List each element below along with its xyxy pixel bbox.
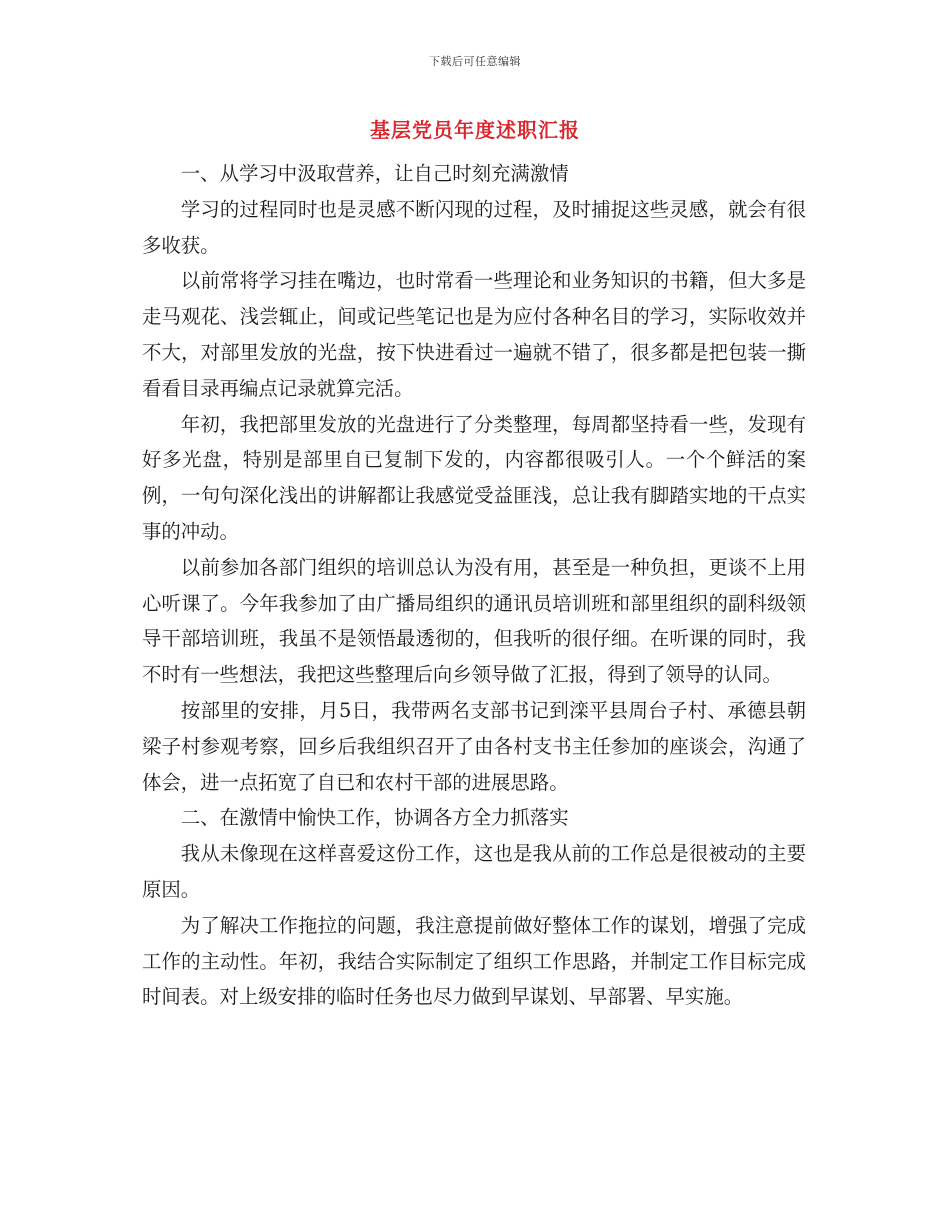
header-note: 下载后可任意编辑 xyxy=(429,55,521,68)
paragraph: 以前参加各部门组织的培训总认为没有用，甚至是一种负担，更谈不上用心听课了。今年我参加了由广播局组织的通讯员培训班和部里组织的副科级领导干部培训班，我虽不是领悟最透彻的，但我听的很仔细。在听课的同时，我不时有一些想法，我把这些整理后向乡领导做了汇报，得到了领导的认同。 xyxy=(142,555,806,687)
paragraph: 以前常将学习挂在嘴边，也时常看一些理论和业务知识的书籍，但大多是走马观花、浅尝辄止，间或记些笔记也是为应付各种名目的学习，实际收效并不大，对部里发放的光盘，按下快进看过一遍就不错了，很多都是把包装一撕看看目录再编点记录就算完活。 xyxy=(142,269,806,400)
document-body xyxy=(142,156,806,1015)
paragraph: 按部里的安排，月5日，我带两名支部书记到滦平县周台子村、承德县朝梁子村参观考察，回乡后我组织召开了由各村支书主任参加的座谈会，沟通了体会，进一点拓宽了自已和农村干部的进展思路。 xyxy=(142,698,806,794)
paragraph: 年初，我把部里发放的光盘进行了分类整理，每周都坚持看一些，发现有好多光盘，特别是部里自已复制下发的，内容都很吸引人。一个个鲜活的案例，一句句深化浅出的讲解都让我感觉受益匪浅，总让我有脚踏实地的干点实事的冲动。 xyxy=(142,412,806,543)
document-title: 基层党员年度述职汇报 xyxy=(370,118,580,142)
paragraph: 我从未像现在这样喜爱这份工作，这也是我从前的工作总是很被动的主要原因。 xyxy=(142,842,806,901)
section-heading: 二、在激情中愉快工作，协调各方全力抓落实 xyxy=(180,806,569,830)
paragraph: 为了解决工作拖拉的问题，我注意提前做好整体工作的谋划，增强了完成工作的主动性。年初，我结合实际制定了组织工作思路，并制定工作目标完成时间表。对上级安排的临时任务也尽力做到早谋划、早部署、早实施。 xyxy=(142,913,806,1009)
paragraph: 学习的过程同时也是灵感不断闪现的过程，及时捕捉这些灵感，就会有很多收获。 xyxy=(142,197,806,257)
section-heading: 一、从学习中汲取营养，让自己时刻充满激情 xyxy=(180,162,569,185)
